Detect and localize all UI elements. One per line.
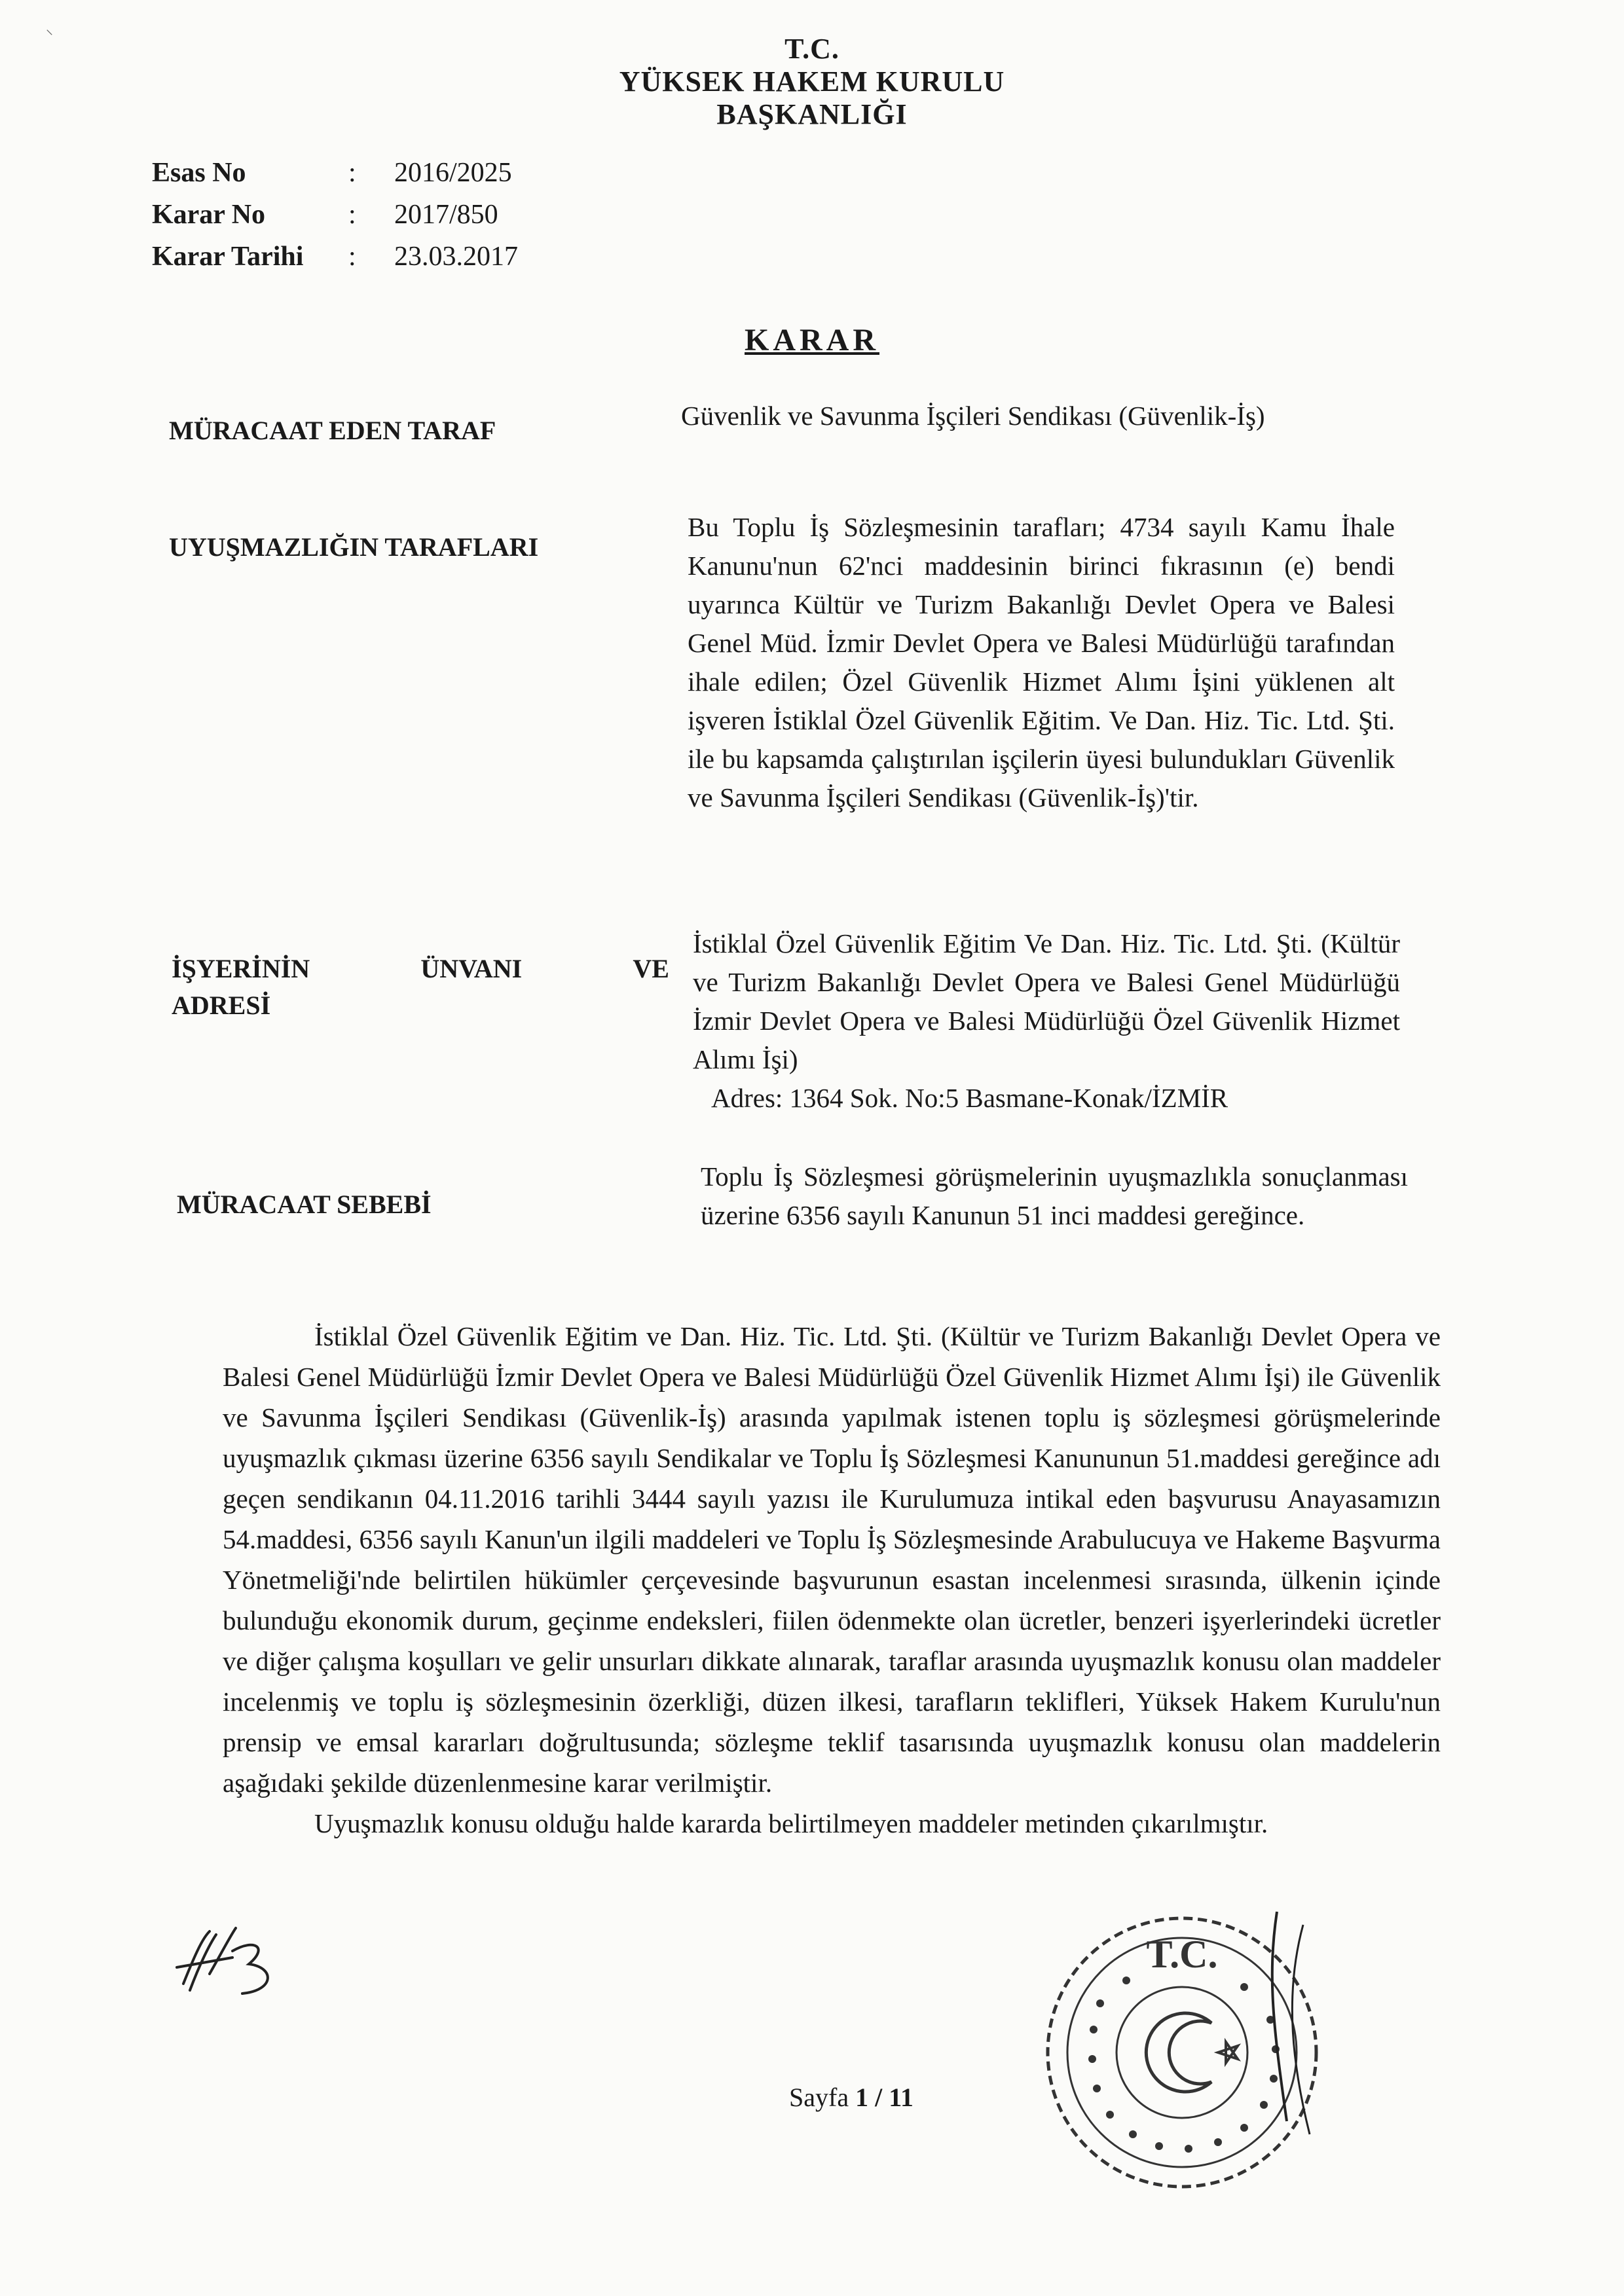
reason-label: MÜRACAAT SEBEBİ [177, 1190, 432, 1219]
handwritten-initials [170, 1912, 301, 2013]
case-meta [152, 152, 518, 278]
header-line-institution: YÜKSEK HAKEM KURULU [619, 65, 1005, 98]
footer-prefix: Sayfa [789, 2083, 849, 2112]
reason-value: Toplu İş Sözleşmesi görüşmelerinin uyuşmazlıkla sonuçlanması üzerine 6356 sayılı Kanunun 51 inci maddesi gereğince. [701, 1161, 1408, 1230]
workplace-label-word3: VE [633, 954, 669, 983]
workplace-label [172, 951, 669, 1024]
workplace-name: İstiklal Özel Güvenlik Eğitim Ve Dan. Hiz. Tic. Ltd. Şti. (Kültür ve Turizm Bakanlığı Devlet Opera ve Balesi Genel Müdürlüğü İzmir Devlet Opera ve Balesi Müdürlüğü Özel Güvenlik Hizmet Alımı İşi) [693, 928, 1400, 1074]
decision-body [223, 1316, 1441, 1844]
meta-row-esas: Esas No : 2016/2025 [152, 152, 518, 194]
meta-label: Karar No [152, 200, 266, 230]
applicant-label: MÜRACAAT EDEN TARAF [169, 416, 496, 445]
workplace-label-word1: İŞYERİNİN [172, 954, 310, 983]
workplace-label-line2: ADRESİ [172, 991, 271, 1020]
workplace-value [693, 924, 1400, 1118]
page-number: 1 / 11 [855, 2083, 913, 2112]
parties-label: UYUŞMAZLIĞIN TARAFLARI [169, 532, 539, 562]
document-header [511, 33, 1113, 131]
applicant-value: Güvenlik ve Savunma İşçileri Sendikası (Güvenlik-İş) [681, 401, 1265, 431]
seal-text: T.C. [1146, 1933, 1218, 1976]
scan-corner-mark: ⸌ [46, 27, 54, 43]
workplace-address: Adres: 1364 Sok. No:5 Basmane-Konak/İZMİR [711, 1083, 1228, 1113]
page-footer [720, 2082, 982, 2113]
meta-row-karar: Karar No : 2017/850 [152, 194, 518, 236]
meta-value: 23.03.2017 [394, 242, 518, 272]
body-paragraph-2: Uyuşmazlık konusu olduğu halde kararda belirtilmeyen maddeler metinden çıkarılmıştır. [314, 1808, 1268, 1838]
meta-value: 2016/2025 [394, 158, 512, 188]
decision-title: KARAR [745, 323, 879, 357]
meta-value: 2017/850 [394, 200, 498, 230]
parties-value: Bu Toplu İş Sözleşmesinin tarafları; 4734 sayılı Kamu İhale Kanunu'nun 62'nci maddesinin birinci fıkrasının (e) bendi uyarınca Kültür ve Turizm Bakanlığı Devlet Opera ve Balesi Genel Müd. İzmir Devlet Opera ve Balesi Müdürlüğü tarafından ihale edilen; Özel Güvenlik Hizmet Alımı İşini yüklenen alt işveren İstiklal Özel Güvenlik Eğitim. Ve Dan. Hiz. Tic. Ltd. Şti. ile bu kapsamda çalıştırılan işçilerin üyesi bulundukları Güvenlik ve Savunma İşçileri Sendikası (Güvenlik-İş)'tir. [688, 512, 1395, 812]
meta-label: Esas No [152, 158, 246, 188]
header-line-presidency: BAŞKANLIĞI [716, 98, 908, 130]
meta-label: Karar Tarihi [152, 242, 304, 272]
meta-row-tarih: Karar Tarihi : 23.03.2017 [152, 236, 518, 278]
official-seal [1028, 1899, 1336, 2210]
workplace-label-word2: ÜNVANI [420, 954, 523, 983]
body-paragraph-1: İstiklal Özel Güvenlik Eğitim ve Dan. Hiz. Tic. Ltd. Şti. (Kültür ve Turizm Bakanlığı Devlet Opera ve Balesi Genel Müdürlüğü İzmir Devlet Opera ve Balesi Müdürlüğü Özel Güvenlik Hizmet Alımı İşi) ile Güvenlik ve Savunma İşçileri Sendikası (Güvenlik-İş) arasında yapılmak istenen toplu iş sözleşmesi görüşmelerinde uyuşmazlık çıkması üzerine 6356 sayılı Sendikalar ve Toplu İş Sözleşmesi Kanununun 51.maddesi gereğince adı geçen sendikanın 04.11.2016 tarihli 3444 sayılı yazısı ile Kurulumuza intikal eden başvurusu Anayasamızın 54.maddesi, 6356 sayılı Kanun'un ilgili maddeleri ve Toplu İş Sözleşmesinde Arabulucuya ve Hakeme Başvurma Yönetmeliği'nde belirtilen hükümler çerçevesinde başvurunun esastan incelenmesi sırasında, ülkenin içinde bulunduğu ekonomik durum, geçinme endeksleri, fiilen ödenmekte olan ücretler, benzeri işyerlerindeki ücretler ve diğer çalışma koşulları ve gelir unsurları dikkate alınarak, taraflar arasında uyuşmazlık konusu olan maddeler incelenmiş ve toplu iş sözleşmesinin özerkliği, düzen ilkesi, tarafların teklifleri, Yüksek Hakem Kurulu'nun prensip ve emsal kararları doğrultusunda; sözleşme teklif tasarısında uyuşmazlık konusu olan maddelerin aşağıdaki şekilde düzenlenmesine karar verilmiştir. [223, 1321, 1441, 1798]
header-line-tc: T.C. [784, 33, 840, 65]
